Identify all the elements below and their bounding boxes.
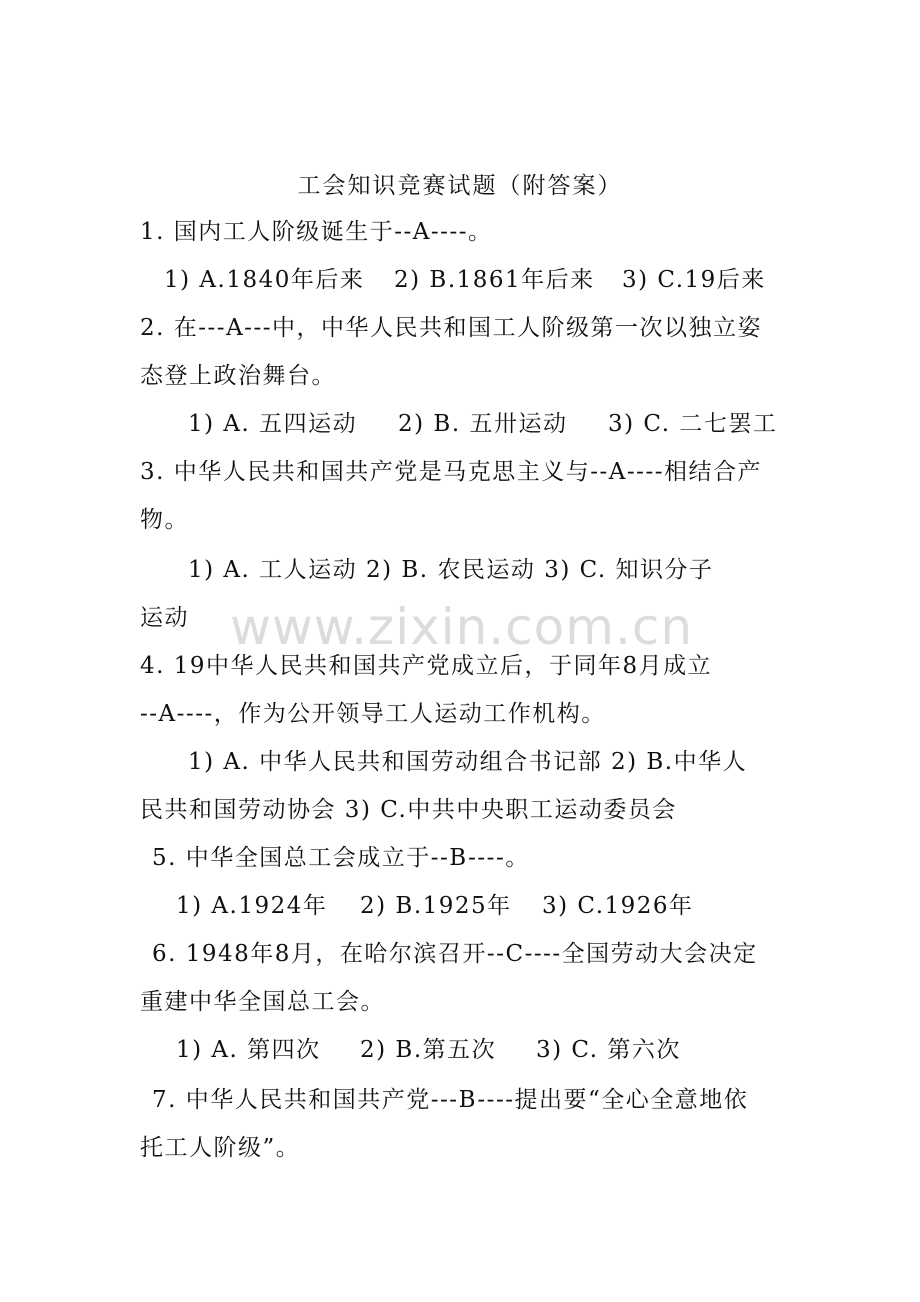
question-6-text-line-2: 重建中华全国总工会。 bbox=[140, 989, 385, 1015]
option-a: 1) A. 五四运动 bbox=[188, 411, 358, 437]
question-5-text: 5. 中华全国总工会成立于--B----。 bbox=[152, 845, 530, 871]
watermark: www.zixin.com.cn bbox=[230, 598, 694, 656]
option-c: 3) C. 第六次 bbox=[536, 1037, 681, 1063]
question-2-text-line-1: 2. 在---A---中，中华人民共和国工人阶级第一次以独立姿 bbox=[140, 315, 762, 341]
question-2-text-line-2: 态登上政治舞台。 bbox=[140, 363, 336, 389]
question-3-text-line-2: 物。 bbox=[140, 507, 189, 533]
option-a: 1) A.1924年 bbox=[176, 893, 328, 919]
option-c: 3) C.19后来 bbox=[622, 267, 766, 293]
question-1-text: 1. 国内工人阶级诞生于--A----。 bbox=[140, 219, 493, 245]
question-1-options bbox=[164, 262, 766, 298]
question-7-text-line-1: 7. 中华人民共和国共产党---B----提出要“全心全意地依 bbox=[152, 1087, 749, 1113]
question-2-options bbox=[188, 406, 777, 442]
question-5-options bbox=[176, 888, 694, 924]
option-c: 3) C. 二七罢工 bbox=[608, 411, 778, 437]
question-7-text-line-2: 托工人阶级”。 bbox=[140, 1135, 301, 1161]
question-4-text-line-1: 4. 19中华人民共和国共产党成立后，于同年8月成立 bbox=[140, 653, 713, 679]
question-4-options-line-2: 民共和国劳动协会 3) C.中共中央职工运动委员会 bbox=[140, 797, 677, 823]
question-6-options bbox=[176, 1032, 681, 1068]
document-title: 工会知识竞赛试题（附答案） bbox=[297, 173, 623, 199]
option-c: 3) C.1926年 bbox=[542, 893, 694, 919]
question-6-text-line-1: 6. 1948年8月，在哈尔滨召开--C----全国劳动大会决定 bbox=[152, 941, 758, 967]
question-4-options-line-1: 1) A. 中华人民共和国劳动组合书记部 2) B.中华人 bbox=[188, 749, 748, 775]
option-b: 2) B.1861年后来 bbox=[394, 267, 595, 293]
option-b: 2) B.1925年 bbox=[360, 893, 512, 919]
question-3-options-line-2: 运动 bbox=[140, 605, 189, 631]
option-b: 2) B.第五次 bbox=[360, 1037, 497, 1063]
option-b: 2) B. 五卅运动 bbox=[398, 411, 568, 437]
question-3-options-line-1: 1) A. 工人运动 2) B. 农民运动 3) C. 知识分子 bbox=[188, 557, 714, 583]
question-4-text-line-2: --A----，作为公开领导工人运动工作机构。 bbox=[140, 701, 606, 727]
option-a: 1) A.1840年后来 bbox=[164, 267, 365, 293]
question-3-text-line-1: 3. 中华人民共和国共产党是马克思主义与--A----相结合产 bbox=[140, 459, 762, 485]
option-a: 1) A. 第四次 bbox=[176, 1037, 321, 1063]
